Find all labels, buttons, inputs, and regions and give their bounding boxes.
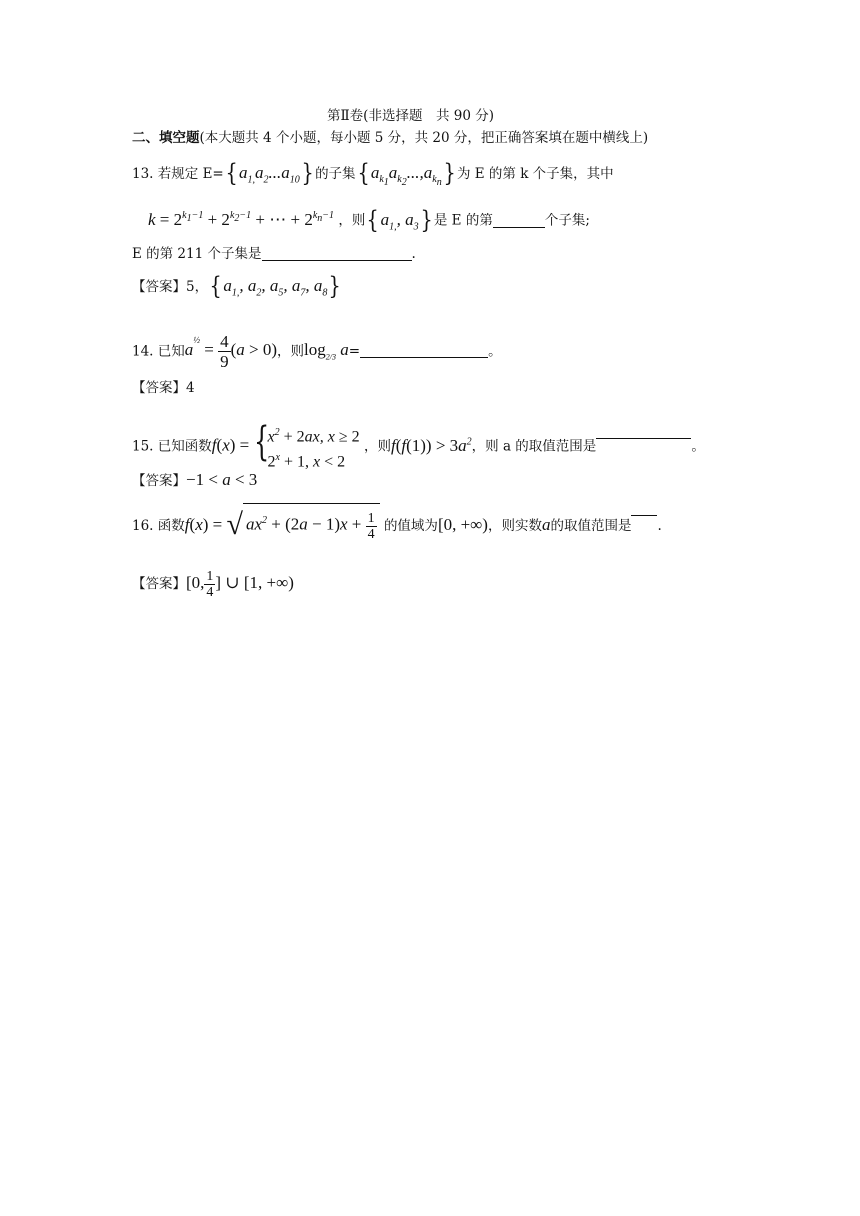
- q14-log: $\log_{2/3} a$: [304, 340, 349, 362]
- part-instructions: (本大题共 4 个小题，每小题 5 分，共 20 分，把正确答案填在题中横线上): [199, 130, 649, 146]
- q13-text-f: 个子集;: [544, 212, 590, 229]
- q13-set-e: $\{a_{1,}a_2...a_{10}\}$: [225, 159, 314, 187]
- q14-text-c: =: [348, 343, 361, 360]
- q16-var-a: a: [541, 515, 551, 534]
- q13-text-c: 为 E 的第 k 个子集，其中: [456, 166, 614, 182]
- q14-text-b: ，则: [277, 343, 305, 360]
- q14-line: [132, 332, 502, 371]
- q16-text-a: 函数: [157, 518, 185, 534]
- q14-answer: [132, 378, 195, 398]
- q15-blank[interactable]: [596, 424, 691, 439]
- q13-line1: [132, 159, 614, 193]
- q13-text-d: ，则: [338, 212, 366, 229]
- q15-number: 15.: [132, 438, 154, 455]
- q13-number: 13.: [132, 166, 154, 182]
- q13-blank1[interactable]: [493, 213, 545, 228]
- q13-text-b: 的子集: [315, 166, 356, 182]
- answer-label: 【答案】: [132, 380, 186, 396]
- q16-answer-value: [0, $\frac{1}{4}$ ] ∪ [1, +∞): [186, 568, 294, 600]
- q13-line3: [132, 244, 416, 264]
- q15-text-a: 已知函数: [157, 438, 212, 455]
- answer-label: 【答案】: [132, 473, 186, 489]
- q13-text-a: 若规定 E=: [157, 166, 224, 182]
- q16-function: f(x) = √ $ax^2 + (2a - 1)x$ + $\frac{1}{4}$: [185, 515, 380, 534]
- q16-text-end: .: [657, 518, 662, 534]
- q15-text-end: 。: [691, 438, 705, 455]
- q16-range: [0, +∞): [437, 515, 488, 534]
- q14-text-a: 已知: [157, 343, 185, 360]
- q14-number: 14.: [132, 343, 154, 360]
- q16-text-c: ，则实数: [487, 518, 542, 534]
- q16-blank[interactable]: [631, 501, 657, 516]
- section-title: 第Ⅱ卷(非选择题 共 90 分): [327, 108, 494, 124]
- q13-text-e: 是 E 的第: [433, 212, 493, 229]
- q13-answer: [132, 272, 343, 303]
- q15-piecewise: { $x^2 + 2ax$, x ≥ 2 2$^x$ + 1, x < 2: [253, 418, 360, 471]
- q15-text-c: ，则 a 的取值范围是: [471, 438, 597, 455]
- q13-line2: [148, 206, 590, 237]
- q14-text-end: 。: [488, 343, 502, 360]
- q14-answer-value: 4: [186, 380, 195, 396]
- q15-answer-value: −1 < a < 3: [186, 470, 258, 489]
- q14-blank[interactable]: [360, 343, 488, 358]
- q16-answer: [132, 563, 294, 604]
- q13-blank2[interactable]: [262, 246, 412, 261]
- q16-text-b: 的值域为: [383, 518, 438, 534]
- q13-line3-text: E 的第 211 个子集是: [132, 246, 262, 262]
- q15-function: f(x) =: [211, 435, 250, 455]
- q14-condition: $a^{\frac{1}{2}}$ = $\frac{4}{9}$ (a > 0): [184, 332, 278, 371]
- q16-line: [132, 500, 662, 550]
- q13-set-a1a3: {$a_{1,}$, $a_3$}: [366, 205, 433, 234]
- answer-label: 【答案】: [132, 576, 186, 592]
- part-title: 二、填空题: [132, 130, 200, 146]
- q15-text-b: ，则: [363, 438, 391, 455]
- q15-answer: [132, 470, 257, 491]
- q15-line: [132, 418, 705, 471]
- q13-subset: $\{a_{k_1}a_{k_2}...,a_{k_n}\}$: [357, 159, 456, 189]
- q13-answer-set: {$a_{1,}$, $a_2$, $a_5$, $a_7$, $a_8$}: [209, 272, 342, 300]
- q16-number: 16.: [132, 518, 154, 534]
- q16-text-d: 的取值范围是: [550, 518, 632, 534]
- q13-line3-end: .: [411, 246, 416, 262]
- part-heading: [132, 128, 648, 148]
- q13-k-formula: $k = 2^{k_1-1} + 2^{k_2-1}$ + ⋯ + $2^{k_n-1}$: [148, 209, 335, 229]
- answer-label: 【答案】: [132, 279, 186, 295]
- q15-inequality: $f(f(1)) > 3a^2$: [390, 435, 472, 455]
- q13-answer-num: 5，: [186, 279, 209, 295]
